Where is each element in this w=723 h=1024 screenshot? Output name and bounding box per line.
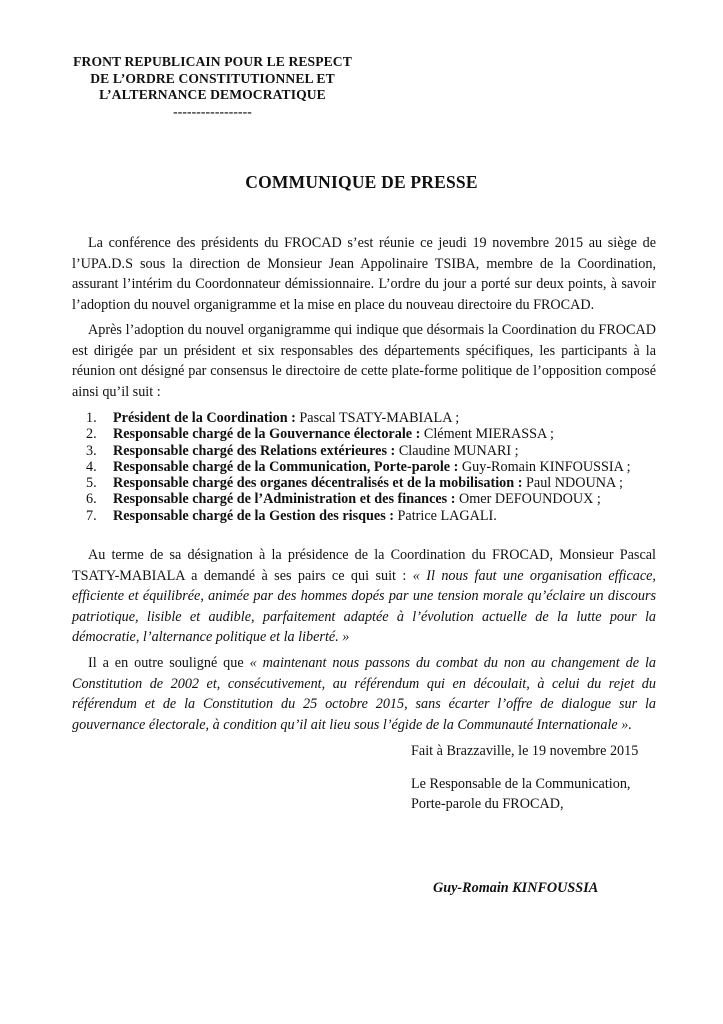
list-item <box>86 508 666 524</box>
signatory-name: Guy-Romain KINFOUSSIA <box>433 880 599 896</box>
org-name-line-1: FRONT REPUBLICAIN POUR LE RESPECT <box>73 54 352 69</box>
member-role: Responsable chargé de l’Administration et des finances : <box>113 491 456 508</box>
paragraph-meeting: La conférence des présidents du FROCAD s’est réunie ce jeudi 19 novembre 2015 au siège de l’UPA.D.S sous la direction de Monsieur Jean Appolinaire TSIBA, membre de la Coordination, assurant l’intérim du Coordonnateur démissionnaire. L’ordre du jour a porté sur deux points, à savoir l’adoption du nouvel organigramme et la mise en place du nouveau directoire du FROCAD. <box>72 235 656 313</box>
paragraph-president-statement <box>72 545 656 648</box>
member-name: Guy-Romain KINFOUSSIA ; <box>458 458 631 475</box>
directorate-list <box>86 410 666 524</box>
header-separator: ----------------- <box>173 103 252 119</box>
list-item <box>86 426 666 442</box>
member-role: Responsable chargé de la Gouvernance électorale : <box>113 426 421 443</box>
statement-quote: « Il nous faut une organisation efficace, efficiente et équilibrée, animée par des hommes dopés par une tension morale qu’éclaire un discours patriotique, lisible et audible, parfaitement adaptée à l’évolution actuelle de la lutte pour la démocratie, l’alternance politique et la liberté. » <box>72 567 656 645</box>
signatory-role-line-2: Porte-parole du FROCAD, <box>411 796 564 812</box>
list-item-number: 6. <box>86 491 97 508</box>
member-name: Claudine MUNARI ; <box>395 442 519 459</box>
org-name-line-3: L’ALTERNANCE DEMOCRATIQUE <box>99 87 326 102</box>
place-and-date: Fait à Brazzaville, le 19 novembre 2015 <box>411 743 639 759</box>
list-item <box>86 491 666 507</box>
statement-quote: « maintenant nous passons du combat du non au changement de la Constitution de 2002 et, consécutivement, au référendum qui en découlait, à celui du rejet du référendum et de la Constitution du 25 octobre 2015, sans écarter l’offre de dialogue sur la gouvernance électorale, à condition qu’il ait lieu sous l’égide de la Communauté Internationale ». <box>72 655 656 733</box>
statement-intro: Il a en outre souligné que <box>88 655 250 671</box>
organization-header <box>40 54 385 118</box>
list-item-number: 7. <box>86 507 97 524</box>
org-name-line-2: DE L’ORDRE CONSTITUTIONNEL ET <box>90 70 335 86</box>
list-item-number: 2. <box>86 426 97 443</box>
paragraph-organigram: Après l’adoption du nouvel organigramme qui indique que désormais la Coordination du FROCAD est dirigée par un président et six responsables des départements spécifiques, les participants à la réunion ont désigné par consensus le directoire de cette plate-forme politique de l’opposition composé ainsi qu’il suit : <box>72 322 656 400</box>
member-name: Clément MIERASSA ; <box>420 426 554 443</box>
member-role: Responsable chargé des Relations extérieures : <box>113 442 396 459</box>
list-item <box>86 475 666 491</box>
list-item-number: 4. <box>86 458 97 475</box>
member-name: Paul NDOUNA ; <box>522 475 623 492</box>
list-item-number: 3. <box>86 442 97 459</box>
list-item <box>86 410 666 426</box>
member-name: Omer DEFOUNDOUX ; <box>455 491 601 508</box>
list-item-number: 1. <box>86 410 97 426</box>
member-role: Responsable chargé de la Gestion des risques : <box>113 507 394 524</box>
member-role: Président de la Coordination : <box>113 410 296 426</box>
list-item <box>86 459 666 475</box>
document-title: COMMUNIQUE DE PRESSE <box>245 172 478 192</box>
paragraph-additional-statement <box>72 653 656 735</box>
statement-intro: Au terme de sa désignation à la présidence de la Coordination du FROCAD, Monsieur Pascal TSATY-MABIALA a demandé à ses pairs ce qui suit : <box>72 547 656 584</box>
member-name: Pascal TSATY-MABIALA ; <box>295 410 460 426</box>
member-name: Patrice LAGALI. <box>394 507 497 524</box>
list-item-number: 5. <box>86 475 97 492</box>
list-item <box>86 443 666 459</box>
signatory-role-line-1: Le Responsable de la Communication, <box>411 776 631 792</box>
member-role: Responsable chargé des organes décentralisés et de la mobilisation : <box>113 475 523 492</box>
member-role: Responsable chargé de la Communication, Porte-parole : <box>113 458 459 475</box>
signatory-role <box>411 774 630 814</box>
